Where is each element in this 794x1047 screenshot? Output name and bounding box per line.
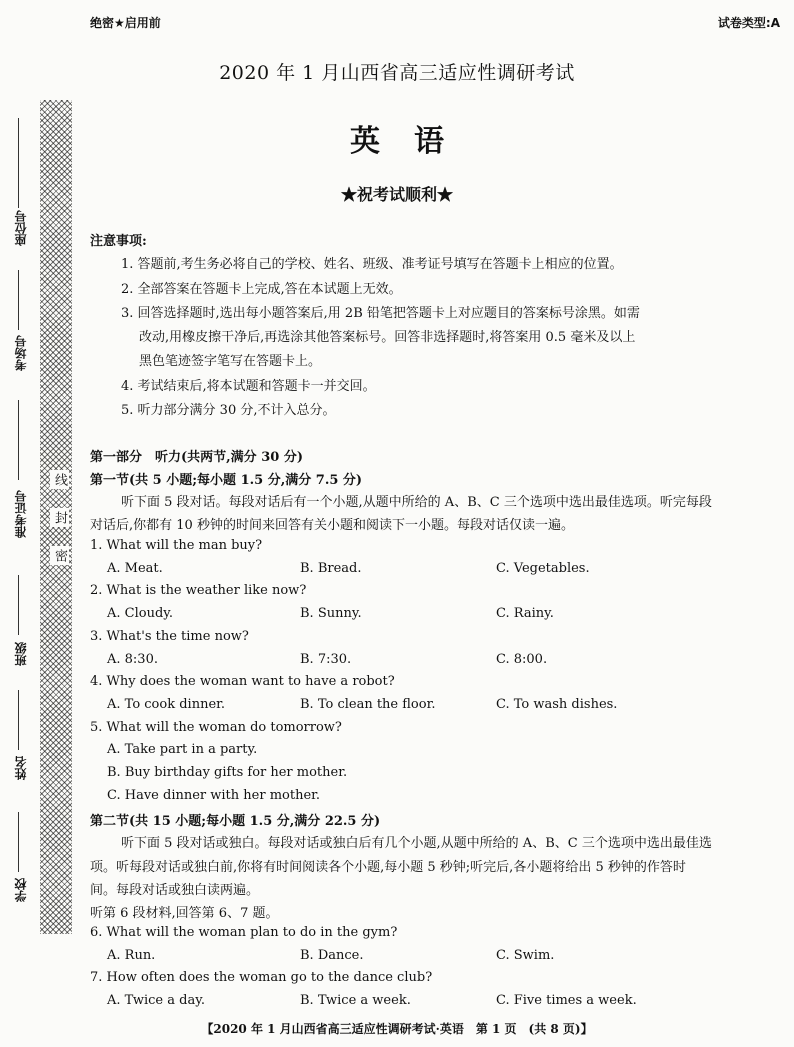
subject-title: 英语	[350, 124, 478, 159]
page-footer: 【2020 年 1 月山西省高三适应性调研考试·英语 第 1 页 (共 8 页)】	[201, 1022, 593, 1036]
field-line-class	[18, 575, 19, 635]
q6-option-b: B. Dance.	[300, 948, 364, 963]
notice-item-1: 1. 答题前,考生务必将自己的学校、姓名、班级、准考证号填写在答题卡上相应的位置。	[121, 257, 623, 272]
q2-option-c: C. Rainy.	[496, 606, 554, 621]
notice-item-3-cont1: 改动,用橡皮擦干净后,再选涂其他答案标号。回答非选择题时,将答案用 0.5 毫米及以上	[139, 330, 636, 345]
q7-option-c: C. Five times a week.	[496, 993, 637, 1008]
section2-instructions-1: 听下面 5 段对话或独白。每段对话或独白后有几个小题,从题中所给的 A、B、C 三个选项中选出最佳选	[121, 836, 712, 851]
confidential-label: 绝密★启用前	[90, 16, 161, 30]
notice-item-5: 5. 听力部分满分 30 分,不计入总分。	[121, 403, 336, 418]
notice-item-3: 3. 回答选择题时,选出每小题答案后,用 2B 铅笔把答题卡上对应题目的答案标号涂黑。如需	[121, 306, 640, 321]
field-label-class: 班级	[14, 642, 28, 666]
section1-heading: 第一节(共 5 小题;每小题 1.5 分,满分 7.5 分)	[90, 473, 363, 488]
q2-option-a: A. Cloudy.	[107, 606, 174, 621]
q7-option-a: A. Twice a day.	[107, 993, 205, 1008]
field-line-room	[18, 270, 19, 330]
field-label-seat: 座位号	[14, 210, 28, 246]
question-1: 1. What will the man buy?	[90, 538, 263, 553]
q6-option-a: A. Run.	[107, 948, 156, 963]
question-6: 6. What will the woman plan to do in the gym?	[90, 925, 398, 940]
seal-char-secret: 密	[50, 546, 69, 565]
field-label-room: 考场号	[14, 335, 28, 371]
good-luck-line: ★祝考试顺利★	[340, 185, 453, 204]
part1-heading: 第一部分 听力(共两节,满分 30 分)	[90, 450, 303, 465]
q4-option-c: C. To wash dishes.	[496, 697, 618, 712]
question-5: 5. What will the woman do tomorrow?	[90, 720, 342, 735]
field-label-school: 学校	[14, 878, 28, 902]
q3-option-c: C. 8:00.	[496, 652, 548, 667]
field-label-name: 姓名	[14, 756, 28, 780]
exam-title: 2020 年 1 月山西省高三适应性调研考试	[219, 62, 575, 84]
question-7: 7. How often does the woman go to the dance club?	[90, 970, 433, 985]
question-4: 4. Why does the woman want to have a robot?	[90, 674, 395, 689]
field-line-name	[18, 690, 19, 750]
q1-option-c: C. Vegetables.	[496, 561, 590, 576]
q1-option-a: A. Meat.	[107, 561, 163, 576]
q4-option-b: B. To clean the floor.	[300, 697, 436, 712]
section2-instructions-2: 项。听每段对话或独白前,你将有时间阅读各个小题,每小题 5 秒钟;听完后,各小题将给出 5 秒钟的作答时	[90, 860, 686, 875]
q3-option-a: A. 8:30.	[107, 652, 158, 667]
material-note: 听第 6 段材料,回答第 6、7 题。	[90, 906, 279, 921]
q5-option-a: A. Take part in a party.	[107, 742, 258, 757]
q2-option-b: B. Sunny.	[300, 606, 362, 621]
notice-item-3-cont2: 黑色笔迹签字笔写在答题卡上。	[139, 354, 322, 369]
q5-option-b: B. Buy birthday gifts for her mother.	[107, 765, 348, 780]
q7-option-b: B. Twice a week.	[300, 993, 411, 1008]
section2-heading: 第二节(共 15 小题;每小题 1.5 分,满分 22.5 分)	[90, 814, 381, 829]
paper-type-label: 试卷类型:A	[717, 16, 780, 30]
notice-heading: 注意事项:	[90, 234, 147, 249]
q3-option-b: B. 7:30.	[300, 652, 352, 667]
field-line-admission	[18, 400, 19, 480]
notice-item-2: 2. 全部答案在答题卡上完成,答在本试题上无效。	[121, 282, 402, 297]
section1-instructions-2: 对话后,你都有 10 秒钟的时间来回答有关小题和阅读下一小题。每段对话仅读一遍。	[90, 518, 574, 533]
q6-option-c: C. Swim.	[496, 948, 555, 963]
seal-char-seal: 封	[50, 508, 69, 527]
question-2: 2. What is the weather like now?	[90, 583, 307, 598]
field-label-admission: 准考证号	[14, 490, 28, 538]
field-line-school	[18, 812, 19, 872]
section2-instructions-3: 间。每段对话或独白读两遍。	[90, 883, 260, 898]
q4-option-a: A. To cook dinner.	[107, 697, 226, 712]
notice-item-4: 4. 考试结束后,将本试题和答题卡一并交回。	[121, 379, 376, 394]
q5-option-c: C. Have dinner with her mother.	[107, 788, 321, 803]
field-line-seat	[18, 118, 19, 208]
question-3: 3. What's the time now?	[90, 629, 249, 644]
seal-char-line: 线	[50, 470, 69, 489]
section1-instructions-1: 听下面 5 段对话。每段对话后有一个小题,从题中所给的 A、B、C 三个选项中选出最佳选项。听完每段	[121, 495, 712, 510]
q1-option-b: B. Bread.	[300, 561, 362, 576]
